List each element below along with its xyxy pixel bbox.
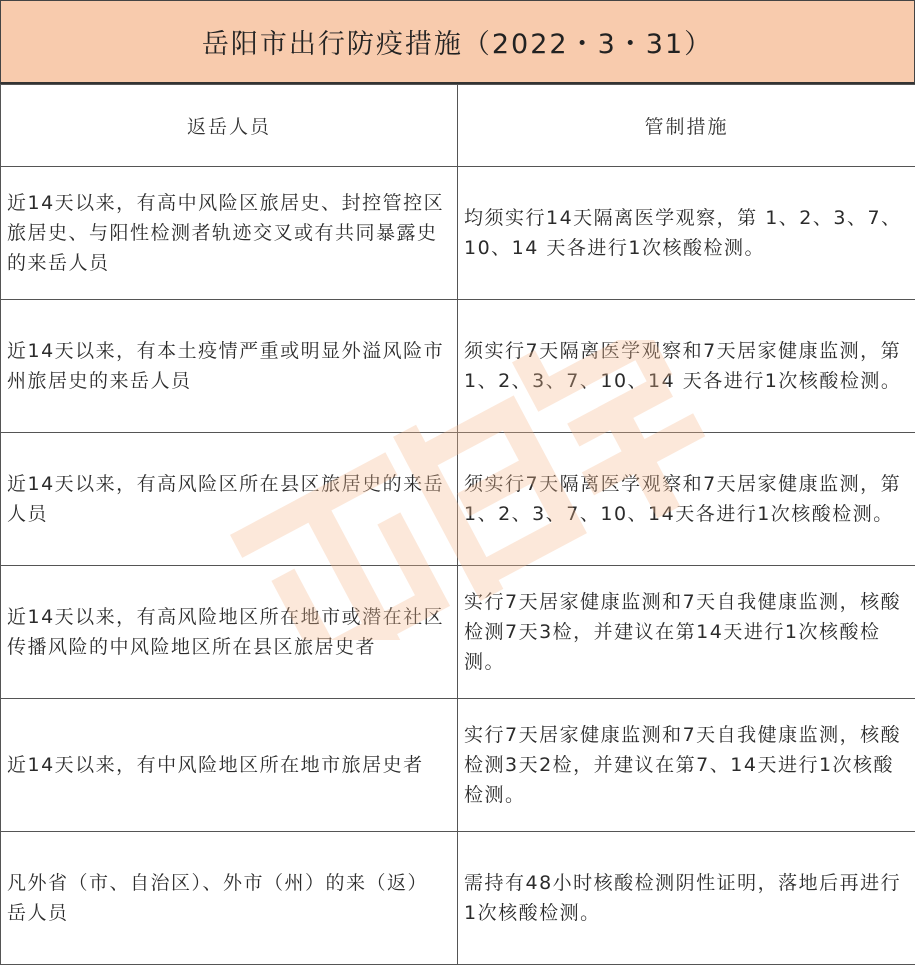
table-row [1,832,915,965]
table-row [1,167,915,300]
people-cell: 凡外省（市、自治区）、外市（州）的来（返）岳人员 [1,832,458,965]
measures-cell: 实行7天居家健康监测和7天自我健康监测，核酸检测7天3检，并建议在第14天进行1次核酸检测。 [458,566,915,699]
column-header-people: 返岳人员 [1,85,458,167]
column-header-measures: 管制措施 [458,85,915,167]
measures-cell: 均须实行14天隔离医学观察，第 1、2、3、7、10、14 天各进行1次核酸检测。 [458,167,915,300]
people-cell: 近14天以来，有本土疫情严重或明显外溢风险市州旅居史的来岳人员 [1,300,458,433]
measures-cell: 实行7天居家健康监测和7天自我健康监测，核酸检测3天2检，并建议在第7、14天进行1次核酸检测。 [458,699,915,832]
table-row [1,300,915,433]
document-title: 岳阳市出行防疫措施（2022・3・31） [0,0,915,84]
table-row [1,433,915,566]
people-cell: 近14天以来，有高中风险区旅居史、封控管控区旅居史、与阳性检测者轨迹交叉或有共同暴露史的来岳人员 [1,167,458,300]
measures-cell: 须实行7天隔离医学观察和7天居家健康监测，第 1、2、3、7、10、14 天各进行1次核酸检测。 [458,300,915,433]
table-header-row [1,85,915,167]
people-cell: 近14天以来，有中风险地区所在地市旅居史者 [1,699,458,832]
measures-table [0,84,915,965]
measures-cell: 须实行7天隔离医学观察和7天居家健康监测，第1、2、3、7、10、14天各进行1次核酸检测。 [458,433,915,566]
people-cell: 近14天以来，有高风险地区所在地市或潜在社区传播风险的中风险地区所在县区旅居史者 [1,566,458,699]
table-row [1,566,915,699]
table-row [1,699,915,832]
measures-cell: 需持有48小时核酸检测阴性证明，落地后再进行1次核酸检测。 [458,832,915,965]
people-cell: 近14天以来，有高风险区所在县区旅居史的来岳人员 [1,433,458,566]
